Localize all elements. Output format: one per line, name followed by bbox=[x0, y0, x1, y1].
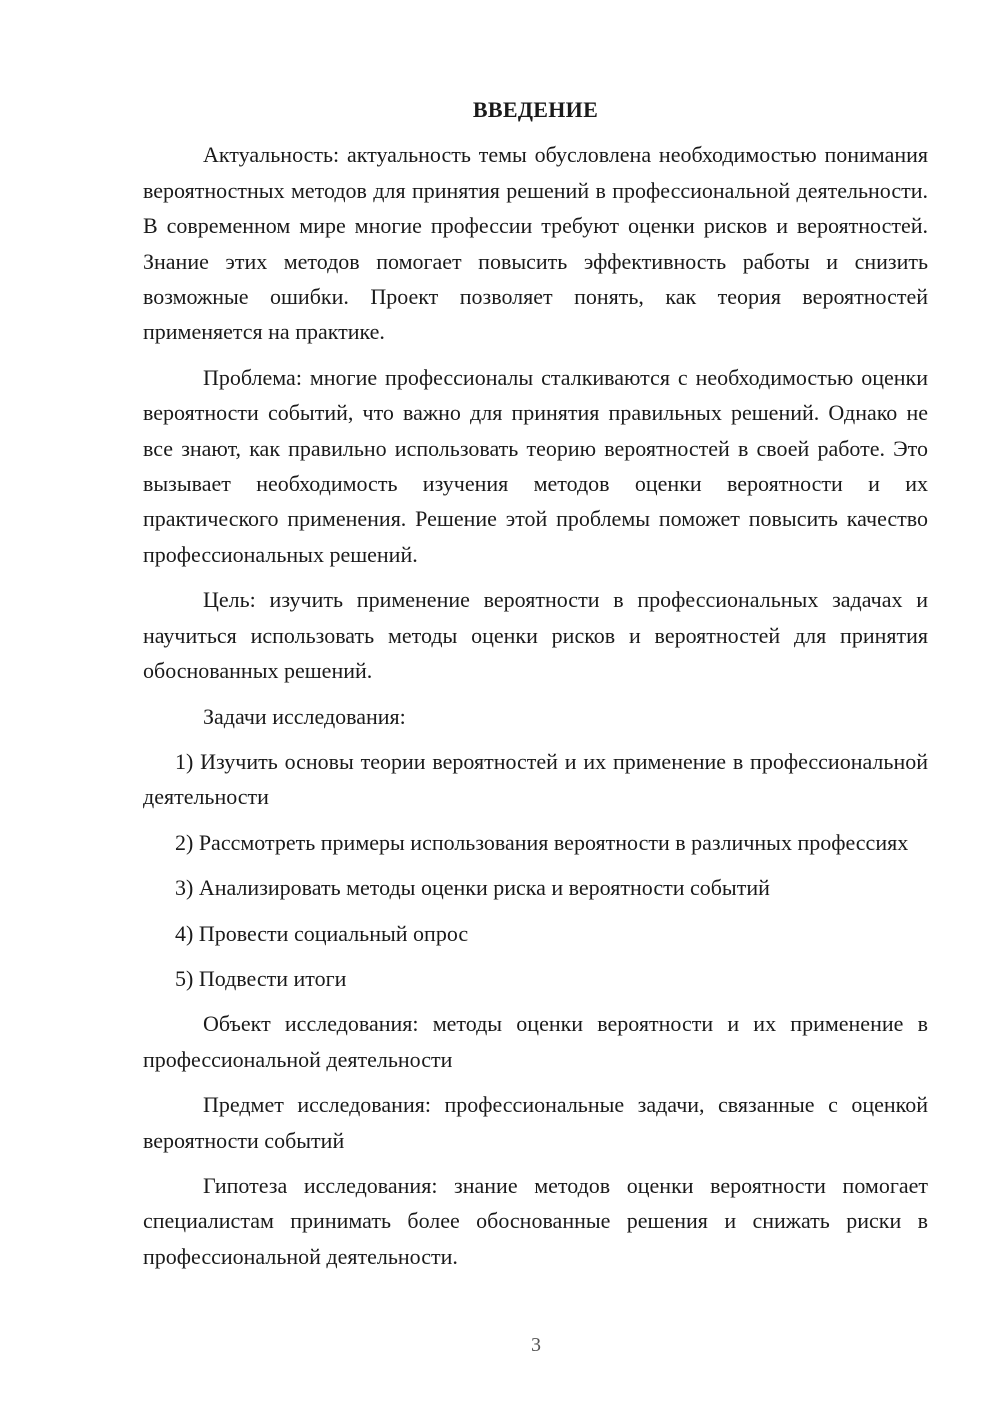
task-item-2: 2) Рассмотреть примеры использования вероятности в различных профессиях bbox=[175, 829, 909, 855]
tasks-heading: Задачи исследования: bbox=[203, 703, 406, 729]
tasks-list bbox=[143, 744, 928, 996]
task-item-3: 3) Анализировать методы оценки риска и вероятности событий bbox=[175, 875, 770, 901]
task-item-4: 4) Провести социальный опрос bbox=[175, 920, 469, 946]
task-item-5: 5) Подвести итоги bbox=[175, 965, 347, 991]
hypothesis-paragraph: Гипотеза исследования: знание методов оценки вероятности помогает специалистам принимать более обоснованные решения и снижать риски в профессиональной деятельности. bbox=[143, 1172, 928, 1269]
object-paragraph: Объект исследования: методы оценки вероятности и их применение в профессиональной деятельности bbox=[143, 1011, 928, 1072]
problem-paragraph: Проблема: многие профессионалы сталкиваются с необходимостью оценки вероятности событий, что важно для принятия правильных решений. Однако не все знают, как правильно использовать теорию вероятностей в своей работе. Это вызывает необходимость изучения методов оценки вероятности и их практического применения. Решение этой проблемы поможет повысить качество профессиональных решений. bbox=[143, 364, 928, 567]
relevance-paragraph: Актуальность: актуальность темы обусловлена необходимостью понимания вероятностных методов для принятия решений в профессиональной деятельности. В современном мире многие профессии требуют оценки рисков и вероятностей. Знание этих методов помогает повысить эффективность работы и снизить возможные ошибки. Проект позволяет понять, как теория вероятностей применяется на практике. bbox=[143, 142, 928, 345]
goal-paragraph: Цель: изучить применение вероятности в профессиональных задачах и научиться использовать методы оценки рисков и вероятностей для принятия обоснованных решений. bbox=[143, 587, 928, 684]
document-page bbox=[143, 92, 928, 1284]
section-title: ВВЕДЕНИЕ bbox=[472, 97, 599, 122]
task-item-1: 1) Изучить основы теории вероятностей и их применение в профессиональной деятельности bbox=[143, 748, 928, 810]
page-number: 3 bbox=[531, 1334, 541, 1356]
subject-paragraph: Предмет исследования: профессиональные задачи, связанные с оценкой вероятности событий bbox=[143, 1092, 928, 1153]
